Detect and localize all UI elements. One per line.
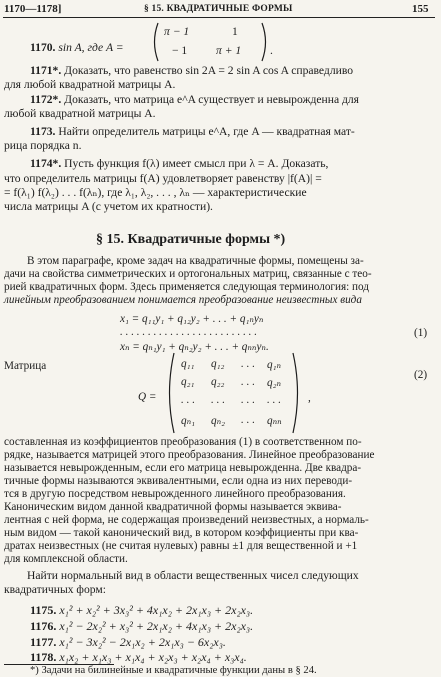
matrix-q-cell: . . .	[241, 414, 255, 426]
problem-1175: 1175. x₁² + x₂² + 3x₃² + 4x₁x₂ + 2x₁x₃ + 2x₂x₃.	[30, 603, 254, 617]
matrix-q-comma: ,	[308, 392, 311, 404]
matrix-q-cell: . . .	[267, 394, 281, 406]
matrix-q-cell: qₙ₂	[211, 415, 226, 427]
task-intro-line: квадратичных форм:	[4, 583, 106, 596]
matrix-q-cell: q₁ₙ	[267, 359, 282, 371]
body-line: дратах неизвестных (не считая нулевых) равны ±1 для вещественной и +1	[4, 540, 358, 552]
matrix-q-cell: . . .	[211, 394, 225, 406]
matrix-1170-cell: 1	[232, 25, 238, 38]
intro-line: рией квадратичных форм. Здесь применяется следующая терминология: под	[4, 281, 370, 293]
problem-1174: 1174*. Пусть функция f(λ) имеет смысл при λ = A. Доказать,	[30, 157, 329, 170]
body-line: называется невырожденным, если его матрица невырожденна. Две квадра-	[4, 462, 362, 474]
footnote: *) Задачи на билинейные и квадратичные функции даны в § 24.	[30, 665, 317, 676]
matrix-q-cell: qₙₙ	[267, 415, 282, 427]
intro-line: линейным преобразованием понимается преобразование неизвестных вида	[4, 294, 362, 306]
matrix-q-cell: q₁₂	[211, 358, 225, 370]
matrix-q-lhs: Q =	[138, 391, 157, 403]
problem-1170: 1170. sin A, где A =	[30, 41, 124, 54]
equation-1-label: (1)	[414, 327, 428, 339]
equation-1-line2: xₙ = qₙ₁y₁ + qₙ₂y₂ + . . . + qₙₙyₙ.	[120, 341, 269, 353]
header-page-number: 155	[412, 3, 429, 15]
matrix-q-cell: qₙ₁	[181, 415, 196, 427]
matrix-q-cell: . . .	[241, 358, 255, 370]
body-line: для комплексной области.	[4, 553, 128, 565]
matrix-1170-period: .	[270, 44, 273, 57]
matrix-q-cell: . . .	[241, 394, 255, 406]
matrix-1170-cell: π − 1	[164, 25, 190, 38]
body-line: тся в другую посредством невырожденного линейного преобразования.	[4, 488, 346, 500]
problem-1174-line3: = f(λ₁) f(λ₂) . . . f(λₙ), где λ₁, λ₂, . . . , λₙ — характеристические	[4, 186, 307, 199]
problem-1177: 1177. x₁² − 3x₂² − 2x₁x₂ + 2x₁x₃ − 6x₂x₃.	[30, 635, 226, 649]
matrix-q-cell: q₂₂	[211, 376, 225, 388]
matrix-1170-cell: π + 1	[216, 44, 242, 57]
problem-1174-line2: что определитель матрицы f(A) удовлетворяет равенству |f(A)| =	[4, 172, 322, 185]
problem-1171-line2: для любой квадратной матрицы A.	[4, 78, 176, 91]
section-title: § 15. Квадратичные формы *)	[96, 232, 286, 247]
equation-1-line1: x₁ = q₁₁y₁ + q₁₂y₂ + . . . + q₁ₙyₙ	[120, 313, 264, 325]
intro-line: дачи на свойства симметрических и ортогональных матриц, связанные с тео-	[4, 268, 372, 280]
header-left: 1170—1178]	[4, 3, 62, 15]
body-line: ным видом — такой канонический вид, в котором коэффициенты при ква-	[4, 527, 359, 539]
problem-1173: 1173. Найти определитель матрицы e^A, где A — квадратная мат-	[30, 125, 355, 138]
matrix-q-cell: . . .	[241, 376, 255, 388]
header-center: § 15. КВАДРАТИЧНЫЕ ФОРМЫ	[144, 4, 293, 14]
body-line: тичные формы называются эквивалентными, если одна из них переводи-	[4, 475, 353, 487]
body-line: Каноническим видом данной квадратичной формы называется эквива-	[4, 501, 342, 513]
problem-1176: 1176. x₁² − 2x₂² + x₃² + 2x₁x₂ + 4x₁x₃ + 2x₂x₃.	[30, 619, 254, 633]
problem-1178: 1178. x₁x₂ + x₁x₃ + x₁x₄ + x₂x₃ + x₂x₄ + x₃x₄.	[30, 650, 247, 664]
intro-line: В этом параграфе, кроме задач на квадратичные формы, помещены за-	[27, 255, 364, 267]
matrix-q	[165, 352, 305, 434]
equation-1-dots: . . . . . . . . . . . . . . . . . . . . . . . . .	[120, 326, 258, 338]
matrix-1170	[150, 22, 290, 62]
body-line: лентная с ней форма, не содержащая произведений неизвестных, а нормаль-	[4, 514, 369, 526]
equation-2-label: (2)	[414, 369, 428, 381]
body-line: составленная из коэффициентов преобразования (1) в соответственном по-	[4, 436, 362, 448]
body-line: рядке, называется матрицей этого преобразования. Линейное преобразование	[4, 449, 375, 461]
matrix-q-cell: . . .	[181, 394, 195, 406]
matrix-word: Матрица	[4, 360, 47, 372]
matrix-q-cell: q₂₁	[181, 376, 195, 388]
problem-1174-line4: числа матрицы A (с учетом их кратности).	[4, 200, 213, 213]
matrix-1170-cell: − 1	[172, 44, 188, 57]
task-intro-line: Найти нормальный вид в области вещественных чисел следующих	[27, 569, 359, 582]
problem-1172: 1172*. Доказать, что матрица e^A существует и невырожденна для	[30, 93, 360, 106]
problem-1172-line2: любой квадратной матрицы A.	[4, 107, 156, 120]
matrix-q-cell: q₁₁	[181, 358, 195, 370]
matrix-q-cell: q₂ₙ	[267, 377, 282, 389]
problem-1173-line2: рица порядка n.	[4, 139, 82, 152]
header-rule	[3, 17, 435, 18]
problem-1171: 1171*. Доказать, что равенство sin 2A = 2 sin A cos A справедливо	[30, 64, 354, 77]
